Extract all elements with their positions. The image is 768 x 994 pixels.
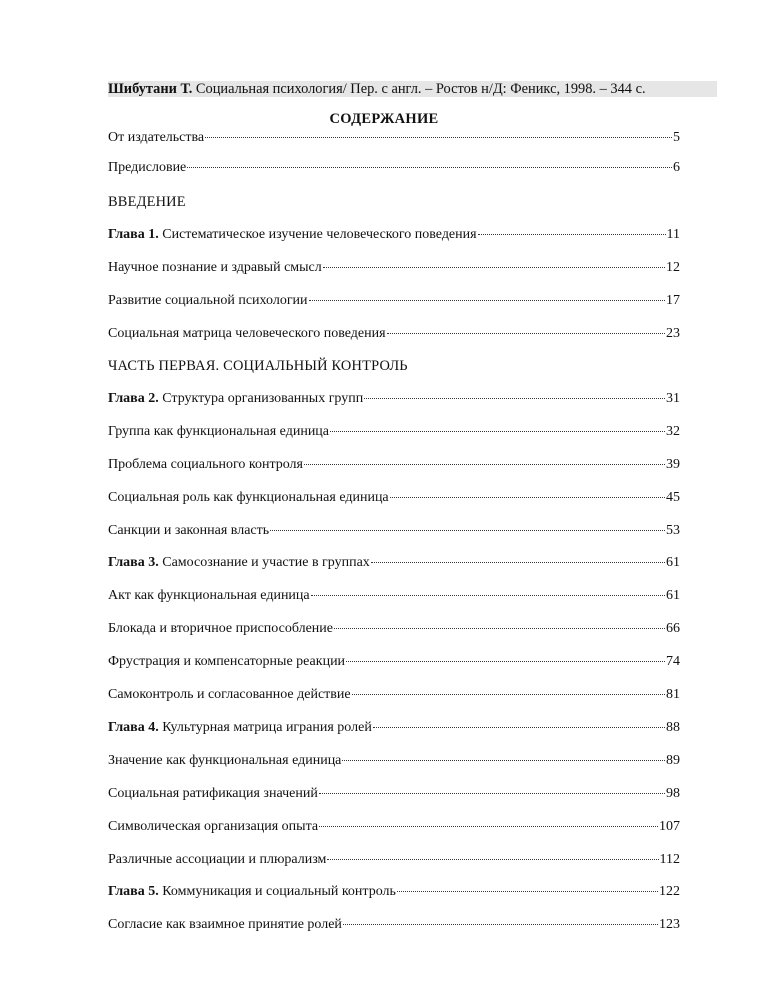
toc-entry[interactable] — [108, 391, 680, 409]
dot-leader — [352, 693, 665, 695]
dot-leader — [478, 233, 666, 235]
dot-leader — [327, 858, 658, 860]
toc-entry-text: Согласие как взаимное принятие ролей — [108, 917, 342, 932]
dot-leader — [319, 825, 658, 827]
toc-page-number: 88 — [666, 720, 680, 735]
toc-section-heading: ВВЕДЕНИЕ — [108, 194, 186, 210]
toc-entry-text: Проблема социального контроля — [108, 457, 303, 472]
dot-leader — [397, 890, 658, 892]
toc-entry-text: Предисловие — [108, 160, 187, 175]
toc-entry-text: Социальная роль как функциональная единица — [108, 490, 389, 505]
toc-entry-text: Группа как функциональная единица — [108, 424, 330, 439]
dot-leader — [323, 266, 665, 268]
dot-leader — [270, 529, 665, 531]
toc-entry-title — [108, 884, 396, 900]
toc-entry-title — [108, 160, 186, 176]
toc-page-number: 32 — [666, 424, 680, 439]
toc-entry[interactable] — [108, 917, 680, 935]
chapter-number: Глава 4. — [108, 720, 159, 735]
toc-entry-title — [108, 654, 345, 670]
dot-leader — [304, 463, 665, 465]
chapter-number: Глава 1. — [108, 227, 159, 242]
toc-entry[interactable] — [108, 654, 680, 672]
toc-entry-title — [108, 786, 318, 802]
toc-entry-title — [108, 852, 326, 868]
toc-entry-title — [108, 227, 477, 243]
toc-entry-text: Научное познание и здравый смысл — [108, 260, 322, 275]
toc-entry-text: Фрустрация и компенсаторные реакции — [108, 654, 346, 669]
toc-page-number: 23 — [666, 326, 680, 341]
toc-entry-text: Блокада и вторичное приспособление — [108, 621, 334, 636]
toc-entry[interactable] — [108, 293, 680, 311]
dot-leader — [390, 496, 665, 498]
toc-entry-title — [108, 753, 341, 769]
toc-entry-text: Систематическое изучение человеческого поведения — [158, 227, 477, 242]
dot-leader — [205, 136, 672, 138]
toc-entry-text: Символическая организация опыта — [108, 819, 319, 834]
dot-leader — [330, 430, 665, 432]
bibliography-details: Социальная психология/ Пер. с англ. – Ростов н/Д: Феникс, 1998. – 344 с. — [192, 81, 646, 97]
toc-entry[interactable] — [108, 884, 680, 902]
toc-entry-text: Развитие социальной психологии — [108, 293, 308, 308]
toc-page-number: 66 — [666, 621, 680, 636]
toc-page-number: 45 — [666, 490, 680, 505]
toc-entry-text: Значение как функциональная единица — [108, 753, 342, 768]
toc-page-number: 98 — [666, 786, 680, 801]
toc-page-number: 61 — [666, 555, 680, 570]
toc-entry-text: Культурная матрица играния ролей — [158, 720, 372, 735]
toc-entry-title — [108, 819, 318, 835]
toc-page-number: 122 — [659, 884, 680, 899]
dot-leader — [371, 561, 665, 563]
contents-heading: СОДЕРЖАНИЕ — [329, 111, 439, 127]
toc-entry-title — [108, 555, 370, 571]
toc-entry-title — [108, 588, 310, 604]
toc-page-number: 61 — [666, 588, 680, 603]
toc-entry[interactable] — [108, 720, 680, 738]
toc-entry-title — [108, 523, 269, 539]
toc-entry[interactable] — [108, 621, 680, 639]
toc-page-number: 107 — [659, 819, 680, 834]
toc-entry-title — [108, 621, 333, 637]
dot-leader — [319, 792, 665, 794]
toc-entry-title — [108, 260, 322, 276]
toc-entry-title — [108, 917, 342, 933]
dot-leader — [373, 726, 665, 728]
toc-entry[interactable] — [108, 457, 680, 475]
toc-entry[interactable] — [108, 555, 680, 573]
toc-entry[interactable] — [108, 424, 680, 442]
toc-entry-text: Структура организованных групп — [158, 391, 364, 406]
dot-leader — [309, 299, 665, 301]
toc-entry[interactable] — [108, 326, 680, 344]
toc-entry[interactable] — [108, 227, 680, 245]
chapter-number: Глава 5. — [108, 884, 159, 899]
toc-page-number: 89 — [666, 753, 680, 768]
toc-entry-title — [108, 293, 308, 309]
toc-page-number: 53 — [666, 523, 680, 538]
toc-entry[interactable] — [108, 130, 680, 148]
toc-entry-title — [108, 391, 363, 407]
toc-page-number: 5 — [673, 130, 680, 145]
toc-entry-text: Акт как функциональная единица — [108, 588, 310, 603]
toc-entry[interactable] — [108, 852, 680, 870]
dot-leader — [311, 594, 665, 596]
toc-entry[interactable] — [108, 160, 680, 178]
toc-entry-text: Самосознание и участие в группах — [158, 555, 370, 570]
dot-leader — [187, 166, 672, 168]
toc-page-number: 17 — [666, 293, 680, 308]
toc-page-number: 31 — [666, 391, 680, 406]
toc-entry-title — [108, 457, 303, 473]
toc-page-number: 123 — [659, 917, 680, 932]
toc-page-number: 11 — [666, 227, 680, 242]
toc-entry-title — [108, 490, 389, 506]
toc-entry-title — [108, 687, 351, 703]
toc-entry-text: Самоконтроль и согласованное действие — [108, 687, 351, 702]
toc-entry-title — [108, 326, 386, 342]
toc-entry[interactable] — [108, 260, 680, 278]
toc-entry-title — [108, 720, 372, 736]
bibliographic-reference — [108, 81, 717, 97]
toc-entry[interactable] — [108, 819, 680, 837]
chapter-number: Глава 3. — [108, 555, 159, 570]
toc-entry[interactable] — [108, 490, 680, 508]
toc-entry-text: От издательства — [108, 130, 205, 145]
toc-entry-title — [108, 424, 329, 440]
toc-page-number: 81 — [666, 687, 680, 702]
toc-page-number: 39 — [666, 457, 680, 472]
toc-entry[interactable] — [108, 588, 680, 606]
toc-entry-text: Санкции и законная власть — [108, 523, 270, 538]
toc-page-number: 12 — [666, 260, 680, 275]
toc-entry-text: Социальная ратификация значений — [108, 786, 318, 801]
dot-leader — [387, 332, 665, 334]
toc-entry[interactable] — [108, 523, 680, 541]
toc-entry[interactable] — [108, 687, 680, 705]
toc-entry-text: Различные ассоциации и плюрализм — [108, 852, 327, 867]
dot-leader — [342, 759, 665, 761]
chapter-number: Глава 2. — [108, 391, 159, 406]
toc-entry-title — [108, 130, 204, 146]
dot-leader — [334, 627, 665, 629]
toc-page-number: 112 — [659, 852, 680, 867]
toc-entry-text: Социальная матрица человеческого поведения — [108, 326, 386, 341]
toc-page-number: 74 — [666, 654, 680, 669]
dot-leader — [343, 923, 658, 925]
toc-page-number: 6 — [673, 160, 680, 175]
toc-entry[interactable] — [108, 753, 680, 771]
dot-leader — [346, 660, 665, 662]
bibliography-author: Шибутани Т. — [108, 81, 193, 97]
toc-section-heading: ЧАСТЬ ПЕРВАЯ. СОЦИАЛЬНЫЙ КОНТРОЛЬ — [108, 358, 408, 374]
toc-entry-text: Коммуникация и социальный контроль — [158, 884, 396, 899]
dot-leader — [364, 397, 665, 399]
toc-entry[interactable] — [108, 786, 680, 804]
